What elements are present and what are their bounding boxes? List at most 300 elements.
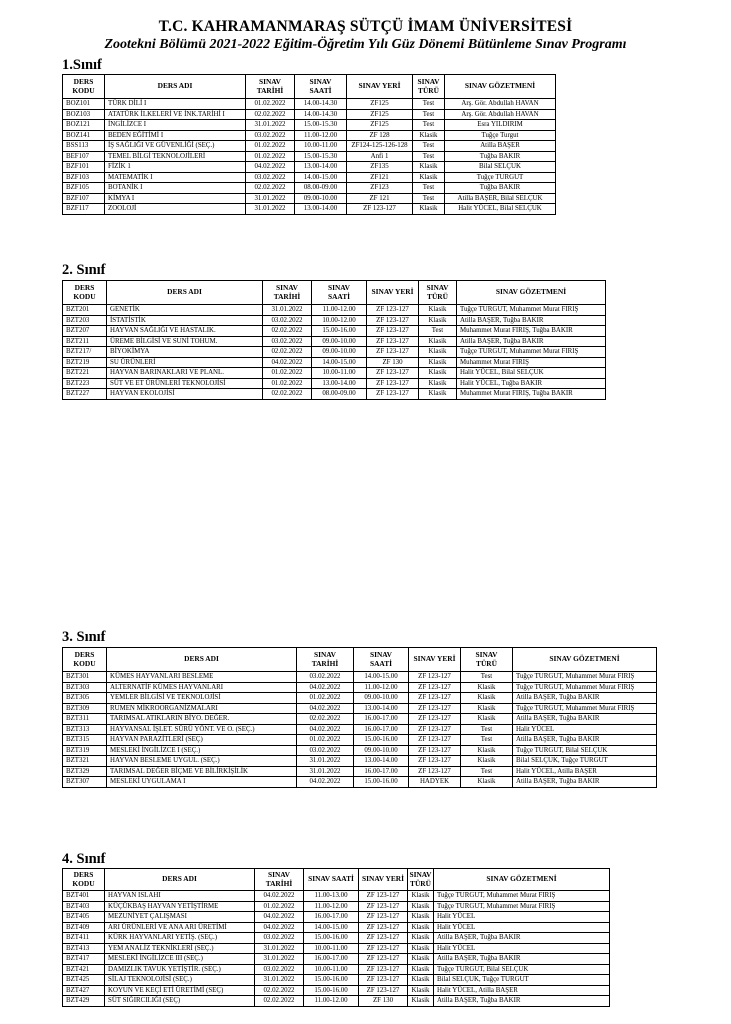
exam-type-cell: Klasik <box>419 336 457 347</box>
table-row <box>63 99 556 110</box>
column-header-course-name: DERS ADI <box>105 75 246 99</box>
section-title-3: 3. Sınıf <box>62 629 106 645</box>
course-code-cell: BZT417 <box>63 954 105 965</box>
proctor-cell: Halit YÜCEL <box>513 724 657 735</box>
exam-date-cell: 02.02.2022 <box>255 996 304 1007</box>
course-code-cell: BZT301 <box>63 672 107 683</box>
exam-date-cell: 02.02.2022 <box>297 714 354 725</box>
exam-type-cell: Klasik <box>408 996 434 1007</box>
course-code-cell: BZT413 <box>63 943 105 954</box>
course-name-cell: BEDEN EĞİTİMİ I <box>105 130 246 141</box>
course-code-cell: BZT315 <box>63 735 107 746</box>
course-name-cell: ÜREME BİLGİSİ VE SUNİ TOHUM. <box>107 336 263 347</box>
table-row <box>63 714 657 725</box>
exam-time-cell: 14.00-15.00 <box>295 172 347 183</box>
exam-room-cell: ZF125 <box>347 109 413 120</box>
exam-time-cell: 16.00-17.00 <box>304 954 359 965</box>
exam-time-cell: 11.00-12.00 <box>304 996 359 1007</box>
column-header-course-name: DERS ADI <box>107 281 263 305</box>
exam-time-cell: 11.00-12.00 <box>295 130 347 141</box>
course-code-cell: BZF101 <box>63 162 105 173</box>
course-name-cell: BİYOKİMYA <box>107 347 263 358</box>
section-title-4: 4. Sınıf <box>62 851 106 867</box>
column-header-exam-time: SINAV SAATİ <box>354 648 409 672</box>
section-title-1: 1.Sınıf <box>62 57 102 73</box>
course-code-cell: BZT429 <box>63 996 105 1007</box>
table-row <box>63 193 556 204</box>
exam-type-cell: Klasik <box>408 943 434 954</box>
exam-type-cell: Klasik <box>408 933 434 944</box>
exam-time-cell: 10.00-11.00 <box>312 368 367 379</box>
exam-date-cell: 01.02.2022 <box>246 151 295 162</box>
course-name-cell: ARI ÜRÜNLERİ VE ANA ARI ÜRETİMİ <box>105 922 255 933</box>
exam-type-cell: Test <box>419 326 457 337</box>
course-name-cell: KİMYA I <box>105 193 246 204</box>
course-code-cell: BZT217/ <box>63 347 107 358</box>
exam-type-cell: Klasik <box>419 368 457 379</box>
exam-date-cell: 31.01.2022 <box>255 943 304 954</box>
exam-date-cell: 01.02.2022 <box>255 901 304 912</box>
table-row <box>63 996 610 1007</box>
exam-type-cell: Klasik <box>419 389 457 400</box>
proctor-cell: Tuğba BAKIR <box>445 183 556 194</box>
exam-room-cell: ZF 123-127 <box>409 735 461 746</box>
schedule-table-3 <box>62 647 657 788</box>
course-name-cell: KÜRK HAYVANLARI YETİŞ. (SEÇ.) <box>105 933 255 944</box>
exam-room-cell: ZF 123-127 <box>409 724 461 735</box>
proctor-cell: Halit YÜCEL, Atilla BAŞER <box>434 985 610 996</box>
proctor-cell: Tuğçe TURGUT, Muhammet Murat FIRIŞ <box>434 891 610 902</box>
course-code-cell: BZT401 <box>63 891 105 902</box>
exam-time-cell: 09.00-10.00 <box>354 693 409 704</box>
course-name-cell: SİLAJ TEKNOLOJİSİ (SEÇ.) <box>105 975 255 986</box>
proctor-cell: Halit YÜCEL <box>434 922 610 933</box>
proctor-cell: Atilla BAŞER, Tuğba BAKIR <box>457 336 606 347</box>
exam-type-cell: Klasik <box>408 954 434 965</box>
table-row <box>63 964 610 975</box>
proctor-cell: Tuğçe TURGUT, Muhammet Murat FIRIŞ <box>513 703 657 714</box>
course-name-cell: HAYVAN SAĞLIĞI VE HASTALIK. <box>107 326 263 337</box>
proctor-cell: Muhammet Murat FIRIŞ, Tuğba BAKIR <box>457 389 606 400</box>
course-name-cell: ATATÜRK İLKELERİ VE İNK.TARİHİ I <box>105 109 246 120</box>
exam-time-cell: 11.00-12.00 <box>304 901 359 912</box>
proctor-cell: Tuğçe TURGUT, Bilal SELÇUK <box>434 964 610 975</box>
exam-type-cell: Klasik <box>413 204 445 215</box>
exam-type-cell: Klasik <box>408 912 434 923</box>
exam-type-cell: Test <box>413 109 445 120</box>
exam-room-cell: ZF 123-127 <box>409 714 461 725</box>
exam-room-cell: ZF 123-127 <box>367 305 419 316</box>
proctor-cell: Tuğçe TURGUT, Muhammet Murat FIRIŞ <box>434 901 610 912</box>
table-row <box>63 151 556 162</box>
exam-type-cell: Klasik <box>408 975 434 986</box>
table-row <box>63 204 556 215</box>
exam-room-cell: ZF123 <box>347 183 413 194</box>
exam-type-cell: Test <box>413 151 445 162</box>
course-code-cell: BZT421 <box>63 964 105 975</box>
exam-type-cell: Klasik <box>419 315 457 326</box>
exam-time-cell: 16.00-17.00 <box>354 766 409 777</box>
course-code-cell: BZT207 <box>63 326 107 337</box>
exam-room-cell: ZF 130 <box>367 357 419 368</box>
column-header-exam-type: SINAV TÜRÜ <box>413 75 445 99</box>
course-name-cell: ZOOLOJİ <box>105 204 246 215</box>
exam-time-cell: 09.00-10.00 <box>312 347 367 358</box>
exam-date-cell: 02.02.2022 <box>246 109 295 120</box>
exam-room-cell: ZF125 <box>347 120 413 131</box>
exam-type-cell: Klasik <box>408 891 434 902</box>
exam-type-cell: Klasik <box>461 693 513 704</box>
exam-type-cell: Klasik <box>461 777 513 788</box>
exam-time-cell: 11.00-12.00 <box>312 305 367 316</box>
table-row <box>63 109 556 120</box>
column-header-course-code: DERS KODU <box>63 75 105 99</box>
column-header-exam-time: SINAV SAATİ <box>295 75 347 99</box>
exam-time-cell: 08.00-09.00 <box>312 389 367 400</box>
course-code-cell: BZF105 <box>63 183 105 194</box>
exam-type-cell: Test <box>461 724 513 735</box>
exam-date-cell: 31.01.2022 <box>297 756 354 767</box>
table-row <box>63 745 657 756</box>
proctor-cell: Atilla BAŞER, Tuğba BAKIR <box>434 996 610 1007</box>
exam-room-cell: HADYEK <box>409 777 461 788</box>
course-name-cell: KÜÇÜKBAŞ HAYVAN YETİŞTİRME <box>105 901 255 912</box>
table-row <box>63 183 556 194</box>
column-header-proctor: SINAV GÖZETMENİ <box>513 648 657 672</box>
exam-time-cell: 09.00-10.00 <box>354 745 409 756</box>
table-row <box>63 922 610 933</box>
exam-time-cell: 11.00-12.00 <box>354 682 409 693</box>
proctor-cell: Halit YÜCEL, Bilal SELÇUK <box>457 368 606 379</box>
course-code-cell: BZT311 <box>63 714 107 725</box>
exam-time-cell: 14.00-14.30 <box>295 109 347 120</box>
course-code-cell: BSS113 <box>63 141 105 152</box>
exam-time-cell: 14.00-15.00 <box>312 357 367 368</box>
course-name-cell: KOYUN VE KEÇİ ETİ ÜRETİMİ (SEÇ) <box>105 985 255 996</box>
exam-time-cell: 09.00-10.00 <box>312 336 367 347</box>
column-header-exam-time: SINAV SAATİ <box>312 281 367 305</box>
table-row <box>63 703 657 714</box>
table-row <box>63 172 556 183</box>
column-header-exam-type: SINAV TÜRÜ <box>461 648 513 672</box>
exam-date-cell: 02.02.2022 <box>263 326 312 337</box>
course-code-cell: BZT223 <box>63 378 107 389</box>
column-header-proctor: SINAV GÖZETMENİ <box>457 281 606 305</box>
course-code-cell: BZT221 <box>63 368 107 379</box>
table-row <box>63 943 610 954</box>
course-code-cell: BZT227 <box>63 389 107 400</box>
proctor-cell: Atilla BAŞER <box>445 141 556 152</box>
course-name-cell: HAYVAN BARINAKLARI VE PLANL. <box>107 368 263 379</box>
exam-time-cell: 15.00-15.30 <box>295 151 347 162</box>
exam-room-cell: ZF 123-127 <box>367 389 419 400</box>
course-code-cell: BOZ103 <box>63 109 105 120</box>
exam-date-cell: 02.02.2022 <box>246 183 295 194</box>
section-title-2: 2. Sınıf <box>62 262 106 278</box>
course-code-cell: BZT219 <box>63 357 107 368</box>
course-code-cell: BZT307 <box>63 777 107 788</box>
column-header-course-code: DERS KODU <box>63 281 107 305</box>
proctor-cell: Tuğçe TURGUT, Muhammet Murat FIRIŞ <box>513 672 657 683</box>
exam-date-cell: 04.02.2022 <box>255 912 304 923</box>
exam-date-cell: 31.01.2022 <box>255 975 304 986</box>
column-header-exam-date: SINAV TARİHİ <box>263 281 312 305</box>
column-header-course-code: DERS KODU <box>63 869 105 891</box>
exam-date-cell: 01.02.2022 <box>263 378 312 389</box>
course-code-cell: BZT405 <box>63 912 105 923</box>
exam-room-cell: ZF 123-127 <box>367 326 419 337</box>
exam-room-cell: ZF121 <box>347 172 413 183</box>
course-name-cell: MEZUNİYET ÇALIŞMASI <box>105 912 255 923</box>
exam-room-cell: ZF 123-127 <box>409 745 461 756</box>
table-row <box>63 305 606 316</box>
exam-room-cell: ZF 123-127 <box>359 964 408 975</box>
proctor-cell: Atilla BAŞER, Tuğba BAKIR <box>513 693 657 704</box>
exam-date-cell: 04.02.2022 <box>263 357 312 368</box>
column-header-course-name: DERS ADI <box>105 869 255 891</box>
table-row <box>63 315 606 326</box>
exam-date-cell: 31.01.2022 <box>246 120 295 131</box>
course-name-cell: TÜRK DİLİ I <box>105 99 246 110</box>
exam-type-cell: Klasik <box>419 347 457 358</box>
proctor-cell: Atilla BAŞER, Tuğba BAKIR <box>513 735 657 746</box>
exam-time-cell: 13.00-14.00 <box>354 703 409 714</box>
exam-date-cell: 04.02.2022 <box>297 777 354 788</box>
exam-date-cell: 03.02.2022 <box>297 745 354 756</box>
column-header-course-code: DERS KODU <box>63 648 107 672</box>
exam-room-cell: ZF 123-127 <box>359 912 408 923</box>
exam-date-cell: 01.02.2022 <box>246 141 295 152</box>
proctor-cell: Atilla BAŞER, Tuğba BAKIR <box>513 714 657 725</box>
exam-time-cell: 15.00-16.00 <box>354 735 409 746</box>
course-name-cell: HAYVAN EKOLOJİSİ <box>107 389 263 400</box>
exam-time-cell: 10.00-11.00 <box>304 943 359 954</box>
exam-room-cell: ZF 123-127 <box>359 954 408 965</box>
table-row <box>63 985 610 996</box>
exam-room-cell: ZF125 <box>347 99 413 110</box>
proctor-cell: Atilla BAŞER, Bilal SELÇUK <box>445 193 556 204</box>
exam-type-cell: Test <box>461 735 513 746</box>
course-code-cell: BZT321 <box>63 756 107 767</box>
exam-room-cell: Anfi 1 <box>347 151 413 162</box>
course-name-cell: İSTATİSTİK <box>107 315 263 326</box>
column-header-exam-date: SINAV TARİHİ <box>297 648 354 672</box>
schedule-table-1 <box>62 74 556 215</box>
proctor-cell: Muhammet Murat FIRIŞ <box>457 357 606 368</box>
course-code-cell: BZT313 <box>63 724 107 735</box>
exam-type-cell: Test <box>413 99 445 110</box>
table-row <box>63 975 610 986</box>
column-header-exam-type: SINAV TÜRÜ <box>408 869 434 891</box>
exam-time-cell: 14.00-14.30 <box>295 99 347 110</box>
proctor-cell: Tuğba BAKIR <box>445 151 556 162</box>
exam-date-cell: 01.02.2022 <box>263 368 312 379</box>
course-name-cell: YEMLER BİLGİSİ VE TEKNOLOJİSİ <box>107 693 297 704</box>
table-row <box>63 326 606 337</box>
course-code-cell: BZF107 <box>63 193 105 204</box>
exam-type-cell: Test <box>413 120 445 131</box>
proctor-cell: Esra YILDIRIM <box>445 120 556 131</box>
exam-room-cell: ZF 123-127 <box>367 378 419 389</box>
table-row <box>63 901 610 912</box>
exam-date-cell: 31.01.2022 <box>246 193 295 204</box>
proctor-cell: Halit YÜCEL <box>434 912 610 923</box>
table-row <box>63 672 657 683</box>
exam-type-cell: Klasik <box>419 378 457 389</box>
exam-room-cell: ZF 123-127 <box>359 922 408 933</box>
proctor-cell: Tuğçe TURGUT, Muhammet Murat FIRIŞ <box>457 347 606 358</box>
exam-date-cell: 01.02.2022 <box>297 693 354 704</box>
exam-type-cell: Klasik <box>413 172 445 183</box>
exam-date-cell: 31.01.2022 <box>297 766 354 777</box>
exam-time-cell: 14.00-15.00 <box>304 922 359 933</box>
exam-time-cell: 10.00-12.00 <box>312 315 367 326</box>
exam-time-cell: 10.00-11.00 <box>304 964 359 975</box>
exam-date-cell: 03.02.2022 <box>255 933 304 944</box>
course-code-cell: BZT427 <box>63 985 105 996</box>
course-code-cell: BZT201 <box>63 305 107 316</box>
proctor-cell: Tuğçe TURGUT, Muhammet Murat FIRIŞ <box>513 682 657 693</box>
exam-room-cell: ZF 123-127 <box>409 756 461 767</box>
course-code-cell: BZT329 <box>63 766 107 777</box>
course-code-cell: BZF117 <box>63 204 105 215</box>
proctor-cell: Tuğçe Turgut <box>445 130 556 141</box>
exam-time-cell: 16.00-17.00 <box>304 912 359 923</box>
exam-type-cell: Klasik <box>419 305 457 316</box>
course-name-cell: SU ÜRÜNLERİ <box>107 357 263 368</box>
exam-date-cell: 03.02.2022 <box>263 336 312 347</box>
column-header-exam-time: SINAV SAATİ <box>304 869 359 891</box>
proctor-cell: Halit YÜCEL, Atilla BAŞER <box>513 766 657 777</box>
exam-type-cell: Klasik <box>408 985 434 996</box>
exam-room-cell: ZF 123-127 <box>409 766 461 777</box>
exam-type-cell: Klasik <box>461 703 513 714</box>
exam-date-cell: 01.02.2022 <box>246 99 295 110</box>
table-row <box>63 933 610 944</box>
table-row <box>63 130 556 141</box>
column-header-exam-room: SINAV YERİ <box>359 869 408 891</box>
exam-room-cell: ZF 121 <box>347 193 413 204</box>
exam-date-cell: 02.02.2022 <box>255 985 304 996</box>
table-row <box>63 336 606 347</box>
proctor-cell: Halit YÜCEL <box>434 943 610 954</box>
exam-room-cell: ZF 123-127 <box>367 315 419 326</box>
proctor-cell: Atilla BAŞER, Tuğba BAKIR <box>434 954 610 965</box>
course-code-cell: BZT319 <box>63 745 107 756</box>
table-row <box>63 368 606 379</box>
program-subtitle: Zootekni Bölümü 2021-2022 Eğitim-Öğretim Yılı Güz Dönemi Bütünleme Sınav Programı <box>104 37 627 52</box>
course-name-cell: DAMIZLIK TAVUK YETİŞTİR. (SEÇ.) <box>105 964 255 975</box>
course-code-cell: BZT411 <box>63 933 105 944</box>
table-row <box>63 693 657 704</box>
course-name-cell: İNGİLİZCE I <box>105 120 246 131</box>
proctor-cell: Arş. Gör. Abdullah HAVAN <box>445 99 556 110</box>
course-name-cell: HAYVAN ISLAHI <box>105 891 255 902</box>
exam-type-cell: Klasik <box>408 901 434 912</box>
course-code-cell: BZT409 <box>63 922 105 933</box>
proctor-cell: Arş. Gör. Abdullah HAVAN <box>445 109 556 120</box>
table-row <box>63 357 606 368</box>
exam-time-cell: 15.00-15.30 <box>295 120 347 131</box>
column-header-proctor: SINAV GÖZETMENİ <box>434 869 610 891</box>
exam-time-cell: 15.00-16.00 <box>304 975 359 986</box>
exam-room-cell: ZF 123-127 <box>359 975 408 986</box>
course-name-cell: HAYVAN PARAZİTLERİ (SEÇ) <box>107 735 297 746</box>
proctor-cell: Halit YÜCEL, Bilal SELÇUK <box>445 204 556 215</box>
exam-room-cell: ZF135 <box>347 162 413 173</box>
course-name-cell: HAYVANSAL İŞLET. SÜRÜ YÖNT. VE O. (SEÇ.) <box>107 724 297 735</box>
course-code-cell: BZT403 <box>63 901 105 912</box>
proctor-cell: Bilal SELÇUK <box>445 162 556 173</box>
table-row <box>63 954 610 965</box>
exam-room-cell: ZF 123-127 <box>347 204 413 215</box>
course-name-cell: HAYVAN BESLEME UYGUL. (SEÇ.) <box>107 756 297 767</box>
course-name-cell: SÜT VE ET ÜRÜNLERİ TEKNOLOJİSİ <box>107 378 263 389</box>
exam-type-cell: Test <box>461 766 513 777</box>
exam-type-cell: Klasik <box>408 964 434 975</box>
table-row <box>63 347 606 358</box>
course-code-cell: BZT425 <box>63 975 105 986</box>
exam-date-cell: 04.02.2022 <box>246 162 295 173</box>
column-header-proctor: SINAV GÖZETMENİ <box>445 75 556 99</box>
exam-date-cell: 04.02.2022 <box>297 703 354 714</box>
table-row <box>63 891 610 902</box>
university-title: T.C. KAHRAMANMARAŞ SÜTÇÜ İMAM ÜNİVERSİTESİ <box>158 18 573 35</box>
course-code-cell: BOZ101 <box>63 99 105 110</box>
exam-date-cell: 04.02.2022 <box>297 682 354 693</box>
exam-date-cell: 04.02.2022 <box>255 922 304 933</box>
exam-time-cell: 13.00-14.00 <box>354 756 409 767</box>
course-name-cell: FİZİK 1 <box>105 162 246 173</box>
course-name-cell: MESLEKİ İNGİLİZCE III (SEÇ.) <box>105 954 255 965</box>
exam-date-cell: 03.02.2022 <box>246 130 295 141</box>
exam-type-cell: Test <box>413 183 445 194</box>
exam-type-cell: Klasik <box>413 130 445 141</box>
course-name-cell: MATEMATİK I <box>105 172 246 183</box>
column-header-exam-date: SINAV TARİHİ <box>246 75 295 99</box>
course-name-cell: GENETİK <box>107 305 263 316</box>
course-code-cell: BZT203 <box>63 315 107 326</box>
exam-time-cell: 16.00-17.00 <box>354 714 409 725</box>
exam-time-cell: 13.00-14.00 <box>295 162 347 173</box>
exam-room-cell: ZF 123-127 <box>359 943 408 954</box>
exam-date-cell: 04.02.2022 <box>297 724 354 735</box>
exam-time-cell: 13.00-14.00 <box>295 204 347 215</box>
course-name-cell: KÜMES HAYVANLARI BESLEME <box>107 672 297 683</box>
exam-date-cell: 02.02.2022 <box>263 347 312 358</box>
exam-date-cell: 31.01.2022 <box>263 305 312 316</box>
exam-time-cell: 15.00-16.00 <box>312 326 367 337</box>
exam-date-cell: 03.02.2022 <box>263 315 312 326</box>
exam-room-cell: ZF 123-127 <box>409 693 461 704</box>
course-code-cell: BZT305 <box>63 693 107 704</box>
course-name-cell: YEM ANALİZ TEKNİKLERİ (SEÇ.) <box>105 943 255 954</box>
exam-time-cell: 11.00-13.00 <box>304 891 359 902</box>
proctor-cell: Bilal SELÇUK, Tuğçe TURGUT <box>513 756 657 767</box>
exam-room-cell: ZF 123-127 <box>367 347 419 358</box>
exam-room-cell: ZF 123-127 <box>359 985 408 996</box>
course-code-cell: BZT211 <box>63 336 107 347</box>
course-code-cell: BZT303 <box>63 682 107 693</box>
exam-time-cell: 16.00-17.00 <box>354 724 409 735</box>
course-name-cell: MESLEKİ İNGİLİZCE I (SEÇ.) <box>107 745 297 756</box>
exam-time-cell: 13.00-14.00 <box>312 378 367 389</box>
exam-time-cell: 10.00-11.00 <box>295 141 347 152</box>
exam-date-cell: 03.02.2022 <box>246 172 295 183</box>
schedule-table-4 <box>62 868 610 1007</box>
table-row <box>63 724 657 735</box>
course-code-cell: BZT309 <box>63 703 107 714</box>
